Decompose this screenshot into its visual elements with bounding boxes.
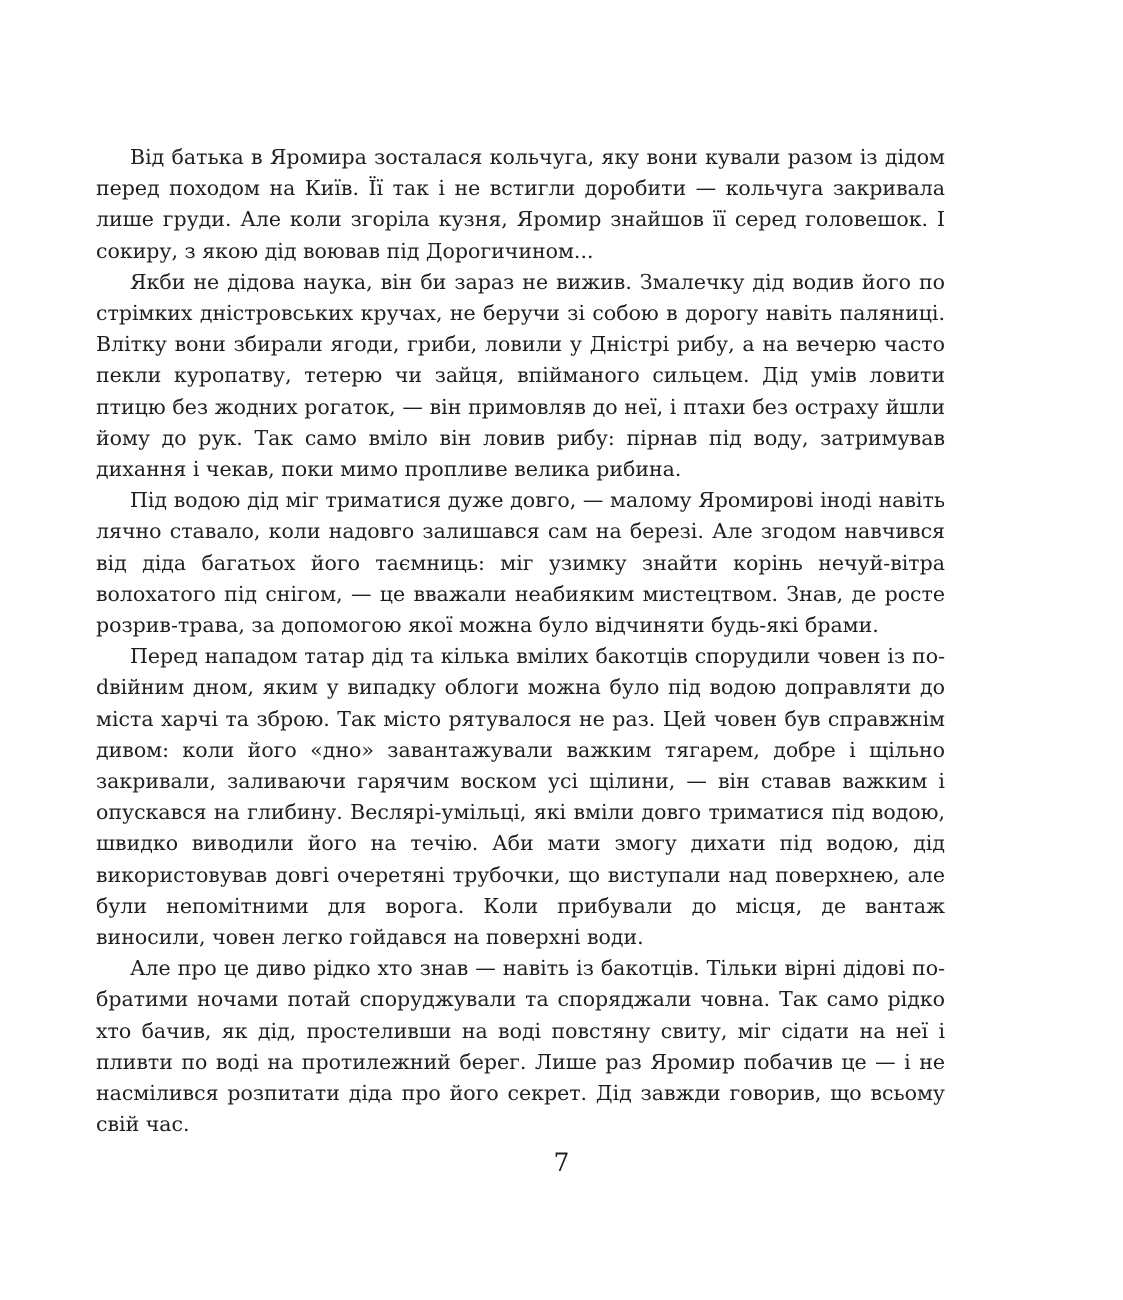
page-number: 7 — [553, 1148, 570, 1177]
paragraph: Від батька в Яромира зосталася кольчуга, яку вони кували разом із дідом перед походом на Київ. Її так і не встигли доробити — кольчуга закривала лише груди. Але коли згоріла кузня, Яромир знайшов її серед головешок. І сокиру, з якою дід воював під Дорогичином... — [96, 145, 945, 263]
paragraph: Якби не дідова наука, він би зараз не вижив. Змалечку дід водив його по стрімких дністровських кручах, не беручи зі собою в дорогу навіть паляниці. Влітку вони збирали ягоди, гриби, ловили у Дністрі рибу, а на вечерю часто пекли куропатву, тетерю чи зайця, впійманого сильцем. Дід умів ловити птицю без жодних рогаток, — він примовляв до неї, і птахи без остраху йшли йому до рук. Так само вміло він ловив рибу: пірнав під воду, затримував дихання і чекав, поки мимо пропливе велика рибина. — [96, 269, 945, 482]
book-page-text — [96, 142, 945, 1141]
paragraph: Під водою дід міг триматися дуже довго, — малому Яромирові іноді навіть лячно ставало, коли надовго залишався сам на березі. Але згодом навчився від діда багатьох його таємниць: міг узимку знайти корінь нечуй-вітра волохатого під снігом, — це вважали неабияким мистецтвом. Знав, де росте розрив-трава, за допомогою якої можна було відчиняти будь-які брами. — [96, 488, 945, 638]
paragraph: Перед нападом татар дід та кілька вмілих бакотців спорудили човен із поdвійним дном, яким у випадку облоги можна було під водою доправляти до міста харчі та зброю. Так місто рятувалося не раз. Цей човен був справжнім дивом: коли його «дно» завантажували важким тягарем, добре і щільно закривали, заливаючи гарячим воском усі щілини, — він ставав важким і опускався на глибину. Веслярі-умільці, які вміли довго триматися під водою, швидко виводили його на течію. Аби мати змогу дихати під водою, дід використовував довгі очеретяні трубочки, що виступали над поверхнею, але були непомітними для ворога. Коли прибували до місця, де вантаж виносили, човен легко гойдався на поверхні води. — [96, 644, 945, 950]
paragraph: Але про це диво рідко хто знав — навіть із бакотців. Тільки вірні дідові побратими ночами потай споруджували та споряджали човна. Так само рідко хто бачив, як дід, простеливши на воді повстяну свиту, міг сідати на неї і пливти по воді на протилежний берег. Лише раз Яромир побачив це — і не насмілився розпитати діда про його секрет. Дід завжди говорив, що всьому свій час. — [96, 956, 945, 1137]
